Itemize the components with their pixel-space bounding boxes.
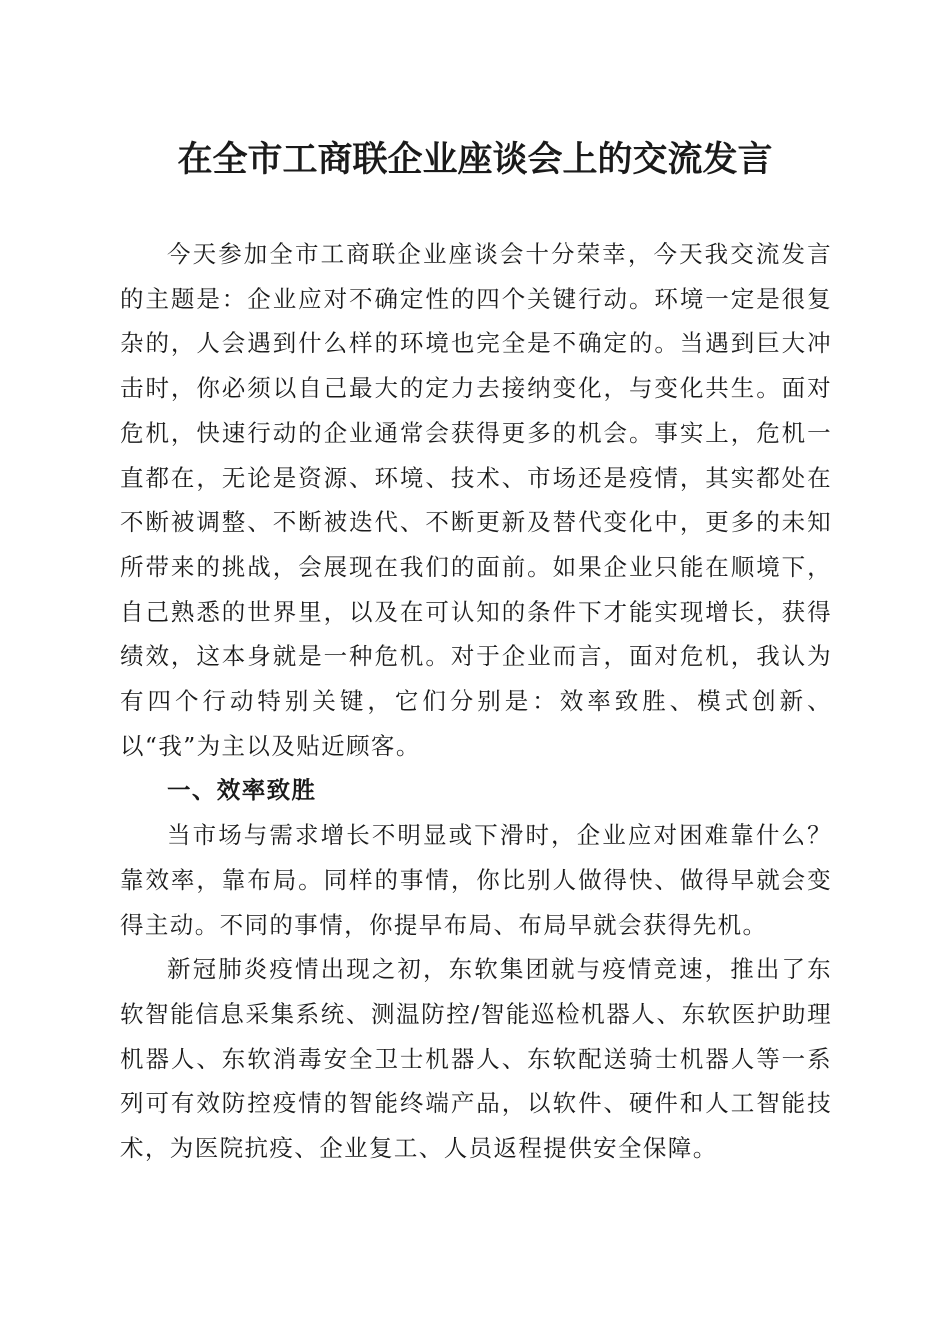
section-heading: 一、效率致胜 [167, 776, 317, 805]
intro-paragraph: 今天参加全市工商联企业座谈会十分荣幸，今天我交流发言的主题是：企业应对不确定性的四个关键行动。环境一定是很复杂的，人会遇到什么样的环境也完全是不确定的。当遇到巨大冲击时，你必须以自己最大的定力去接纳变化，与变化共生。面对危机，快速行动的企业通常会获得更多的机会。事实上，危机一直都在，无论是资源、环境、技术、市场还是疫情，其实都处在不断被调整、不断被迭代、不断更新及替代变化中，更多的未知所带来的挑战，会展现在我们的面前。如果企业只能在顺境下，自己熟悉的世界里，以及在可认知的条件下才能实现增长，获得绩效，这本身就是一种危机。对于企业而言，面对危机，我认为有四个行动特别关键，它们分别是：效率致胜、模式创新、以“我”为主以及贴近顾客。 [120, 240, 832, 760]
section-paragraph-2: 新冠肺炎疫情出现之初，东软集团就与疫情竞速，推出了东软智能信息采集系统、测温防控/智能巡检机器人、东软医护助理机器人、东软消毒安全卫士机器人、东软配送骑士机器人等一系列可有效防控疫情的智能终端产品，以软件、硬件和人工智能技术，为医院抗疫、企业复工、人员返程提供安全保障。 [120, 955, 832, 1163]
document-body [120, 232, 832, 1171]
document-title: 在全市工商联企业座谈会上的交流发言 [177, 139, 773, 180]
section-paragraph-1: 当市场与需求增长不明显或下滑时，企业应对困难靠什么？靠效率，靠布局。同样的事情，你比别人做得快、做得早就会变得主动。不同的事情，你提早布局、布局早就会获得先机。 [120, 821, 832, 939]
